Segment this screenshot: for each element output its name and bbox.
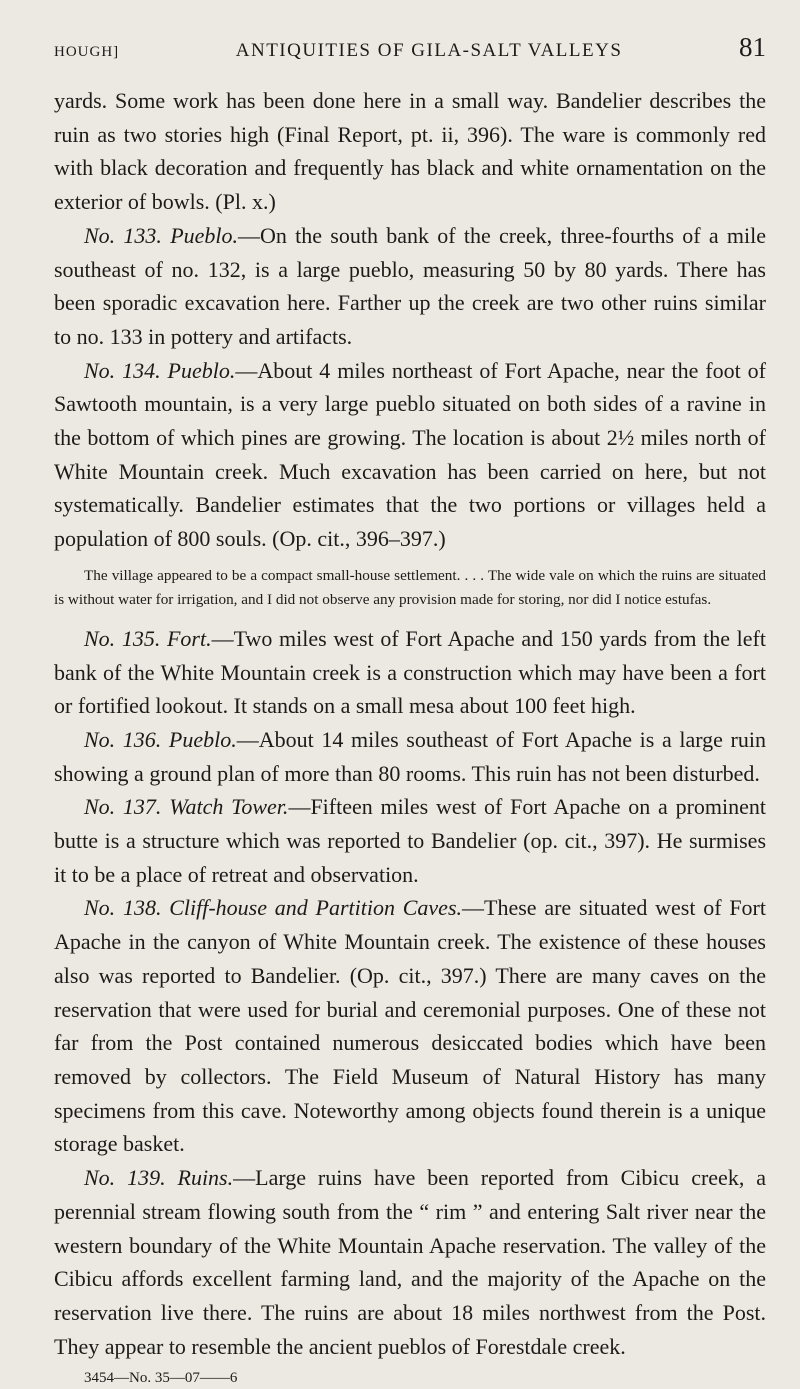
paragraph: [54, 354, 766, 556]
paragraph: [54, 1161, 766, 1363]
paragraph: [54, 84, 766, 219]
entry-heading: No. 138. Cliff-house and Partition Caves.: [84, 895, 463, 921]
printer-signature: 3454—No. 35—07——6: [84, 1370, 238, 1387]
paragraph: [54, 622, 766, 723]
body-text: [54, 84, 766, 1363]
document-page: [54, 32, 766, 1389]
running-header: [54, 32, 766, 72]
paragraph-text: —Large ruins have been reported from Cibicu creek, a perennial stream flowing south from the “ rim ” and entering Salt river near the western boundary of the White Mountain Apache reservation. The valley of the Cibicu affords excellent farming land, and the majority of the Apache on the reservation live there. The ruins are about 18 miles northwest from the Post. They appear to resemble the ancient pueblos of Forestdale creek.: [54, 1165, 766, 1359]
paragraph: [54, 723, 766, 790]
header-author: HOUGH]: [54, 44, 120, 60]
entry-heading: No. 136. Pueblo.: [84, 726, 237, 752]
paragraph: [54, 790, 766, 891]
entry-heading: No. 137. Watch Tower.: [84, 794, 289, 820]
entry-heading: No. 139. Ruins.: [84, 1165, 234, 1191]
paragraph: [54, 219, 766, 354]
entry-heading: No. 135. Fort.: [84, 625, 212, 651]
block-quote: [54, 564, 766, 612]
paragraph: [54, 891, 766, 1161]
paragraph-text: —On the south bank of the creek, three-fourths of a mile southeast of no. 132, is a large pueblo, measuring 50 by 80 yards. There has been sporadic excavation here. Farther up the creek are two other ruins similar to no. 133 in pottery and artifacts.: [54, 222, 766, 349]
entry-heading: No. 134. Pueblo.: [84, 357, 236, 383]
entry-heading: No. 133. Pueblo.: [84, 222, 239, 248]
header-title: ANTIQUITIES OF GILA-SALT VALLEYS: [235, 40, 623, 61]
paragraph-text: The village appeared to be a compact small-house settlement. . . . The wide vale on which the ruins are situated is without water for irrigation, and I did not observe any provision made for storing, nor did I notice estufas.: [54, 566, 766, 608]
paragraph-text: —About 14 miles southeast of Fort Apache is a large ruin showing a ground plan of more than 80 rooms. This ruin has not been disturbed.: [54, 726, 766, 786]
paragraph-text: —These are situated west of Fort Apache in the canyon of White Mountain creek. The existence of these houses also was reported to Bandelier. (Op. cit., 397.) There are many caves on the reservation that were used for burial and ceremonial purposes. One of these not far from the Post contained numerous desiccated bodies which have been removed by collectors. The Field Museum of Natural History has many specimens from this cave. Noteworthy among objects found therein is a unique storage basket.: [54, 895, 766, 1157]
page-number: 81: [739, 32, 766, 62]
paragraph-text: yards. Some work has been done here in a small way. Bandelier describes the ruin as two stories high (Final Report, pt. ii, 396). The ware is commonly red with black decoration and frequently has black and white ornamentation on the exterior of bowls. (Pl. x.): [54, 88, 766, 215]
paragraph-text: —Two miles west of Fort Apache and 150 yards from the left bank of the White Mountain creek is a construction which may have been a fort or fortified lookout. It stands on a small mesa about 100 feet high.: [54, 625, 766, 719]
paragraph-text: —About 4 miles northeast of Fort Apache, near the foot of Sawtooth mountain, is a very large pueblo situated on both sides of a ravine in the bottom of which pines are growing. The location is about 2½ miles north of White Mountain creek. Much excavation has been carried on here, but not systematically. Bandelier estimates that the two portions or villages held a population of 800 souls. (Op. cit., 396–397.): [54, 357, 766, 552]
paragraph-text: —Fifteen miles west of Fort Apache on a prominent butte is a structure which was reported to Bandelier (op. cit., 397). He surmises it to be a place of retreat and observation.: [54, 794, 767, 887]
